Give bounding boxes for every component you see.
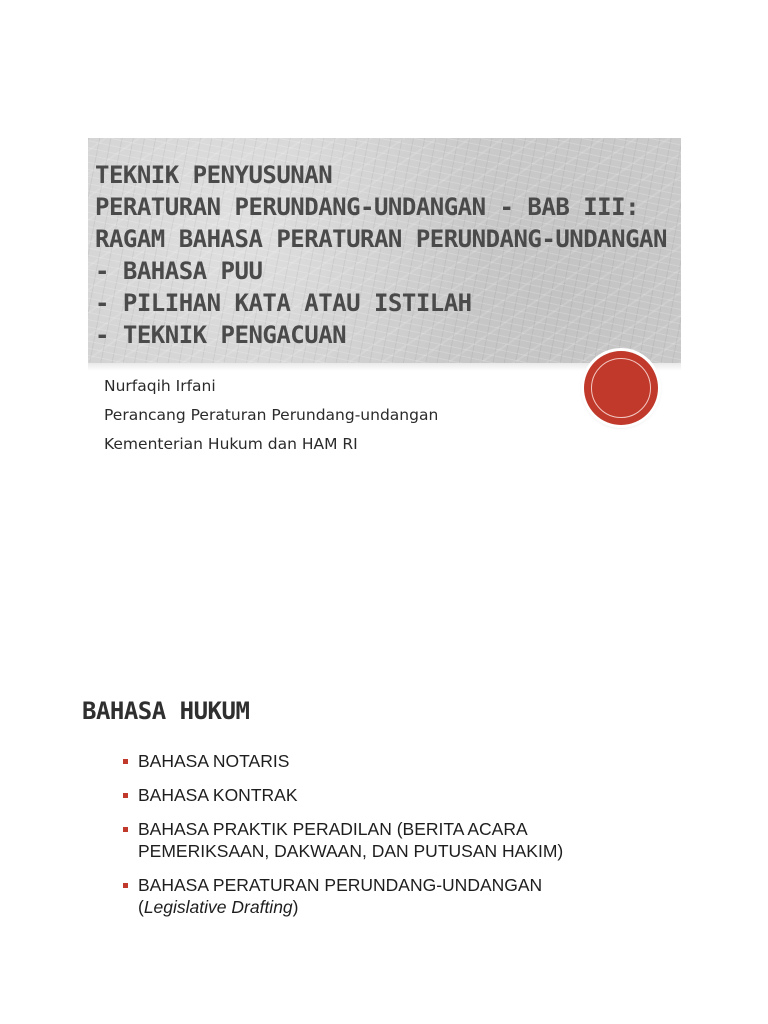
author-institution: Kementerian Hukum dan HAM RI — [104, 435, 358, 453]
list-item — [122, 818, 608, 862]
title-line: - PILIHAN KATA ATAU ISTILAH — [95, 289, 472, 317]
author-position: Perancang Peraturan Perundang-undangan — [104, 406, 439, 424]
list-item-text: BAHASA PRAKTIK PERADILAN (BERITA ACARA PEMERIKSAAN, DAKWAAN, DAN PUTUSAN HAKIM) — [138, 819, 564, 861]
bullet-list — [122, 750, 608, 930]
slide-title — [95, 159, 667, 351]
list-item-text: BAHASA PERATURAN PERUNDANG-UNDANGAN ( — [138, 875, 543, 917]
section-title: BAHASA HUKUM — [82, 697, 250, 725]
square-bullet-icon — [123, 793, 128, 798]
title-line: TEKNIK PENYUSUNAN — [95, 161, 333, 189]
decorative-circle-badge — [584, 351, 658, 425]
author-name: Nurfaqih Irfani — [104, 377, 216, 395]
list-item — [122, 784, 608, 806]
list-item — [122, 750, 608, 772]
list-item — [122, 874, 608, 918]
title-line: RAGAM BAHASA PERATURAN PERUNDANG-UNDANGAN — [95, 225, 667, 253]
list-item-italic: Legislative Drafting — [143, 897, 293, 917]
square-bullet-icon — [123, 883, 128, 888]
list-item-suffix: ) — [292, 897, 299, 917]
title-line: - TEKNIK PENGACUAN — [95, 321, 347, 349]
title-line: - BAHASA PUU — [95, 257, 263, 285]
list-item-text: BAHASA NOTARIS — [138, 751, 290, 771]
square-bullet-icon — [123, 759, 128, 764]
title-band — [88, 138, 681, 363]
square-bullet-icon — [123, 827, 128, 832]
list-item-text: BAHASA KONTRAK — [138, 785, 298, 805]
title-line: PERATURAN PERUNDANG-UNDANGAN - BAB III: — [95, 193, 640, 221]
author-block — [104, 372, 438, 459]
